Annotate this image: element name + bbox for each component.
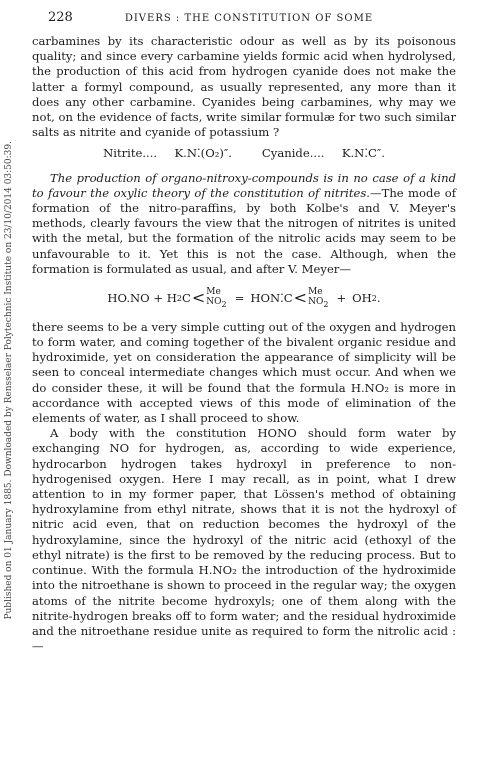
publication-note: Published on 01 January 1885. Downloaded by Rensselaer Polytechnic Institute on 23/10/2014 03:50:39.	[4, 140, 14, 620]
nitrolic-acid-equation	[32, 287, 456, 310]
substituent-stack-1	[206, 287, 226, 310]
eq-right-sub: 2	[371, 293, 377, 303]
section-heading: The production of organo-nitroxy-compounds is in no case of a kind to favour the oxylic theory of the constitution of nitrites.	[32, 170, 456, 200]
stack1-top: Me	[206, 287, 221, 298]
stack2-bottom-sub: 2	[323, 299, 329, 309]
stack2-top: Me	[308, 287, 323, 298]
cyanide-formula-group	[262, 146, 385, 161]
nitrite-cyanide-formulae	[32, 146, 456, 161]
page-header	[48, 10, 456, 34]
eq-end: .	[376, 290, 381, 305]
paragraph-water-elimination: there seems to be a very simple cutting out of the oxygen and hydrogen to form water, and coming together of the bivalent organic residue and hydroximide, yet on consideration the appearance of simplicity will be seen to conceal intermediate changes which must occur. And when we do consider these, it will be found that the formula H.NO₂ is more in accordance with accepted views of this mode of elimination of the elements of water, as I shall proceed to show.	[32, 319, 456, 426]
paragraph-carbamines: carbamines by its characteristic odour as well as by its poisonous quality; and since every carbamine yields formic acid when hydrolysed, the production of this acid from hydrogen cyanide does not make the latter a formyl compound, as usually represented, any more than it does any other carbamine. Cyanides being carbamines, why may we not, on the evidence of facts, write similar formulæ for two such similar salts as nitrite and cyanide of potassium ?	[32, 34, 456, 140]
stack1-bottom: NO	[206, 297, 222, 308]
nitrite-formula-group	[103, 146, 232, 161]
nitrite-label: Nitrite....	[103, 146, 158, 161]
section-body: —The mode of formation of the nitro-paraffins, by both Kolbe's and V. Meyer's methods, clearly favours the view that the nitrogen of nitrites is united with the metal, but the formation of the nitrolic acids may seem to be unfavourable to it. Yet this is not the case. Although, when the formation is formulated as usual, and after V. Meyer—	[32, 185, 456, 276]
running-title: DIVERS : THE CONSTITUTION OF SOME	[124, 13, 374, 24]
eq-equals: =	[234, 290, 245, 305]
eq-carbon-1: C	[181, 290, 191, 305]
stack1-bottom-sub: 2	[221, 299, 227, 309]
section-organo-nitroxy	[32, 171, 456, 277]
nitrite-formula: K.N⁚(O₂)″.	[174, 146, 232, 161]
bond-fork-2: <	[293, 288, 308, 308]
stack2-bottom: NO	[308, 297, 324, 308]
eq-mid: HON⁚C	[250, 290, 293, 305]
eq-left-sub: 2	[176, 293, 182, 303]
bond-fork-1: <	[191, 288, 206, 308]
paragraph-hono-body: A body with the constitution HONO should form water by exchanging NO for hydrogen, as, according to wide experience, hydrocarbon hydrogen takes hydroxyl in preference to non-hydrogenised oxygen. Here I may recall, as in point, what I drew attention to in my former paper, that Lössen's method of obtaining hydroxylamine from ethyl nitrate, shows that it is not the hydroxyl of nitric acid even, that on reduction becomes the hydroxyl of the hydroxylamine, since the hydroxyl of the nitric acid (ethoxyl of the ethyl nitrate) is the first to be removed by the reducing process. But to continue. With the formula H.NO₂ the introduction of the hydroximide into the nitroethane is shown to proceed in the regular way; the oxygen atoms of the nitrite become hydroxyls; one of them along with the nitrite-hydrogen breaks off to form water; and the residual hydroximide and the nitroethane residue unite as required to form the nitrolic acid :—	[32, 426, 456, 654]
substituent-stack-2	[308, 287, 328, 310]
page-number: 228	[48, 10, 73, 25]
publication-watermark	[0, 40, 18, 720]
cyanide-label: Cyanide....	[261, 146, 325, 161]
eq-plus: +	[336, 290, 347, 305]
page-content	[32, 10, 456, 654]
eq-left: HO.NO + H	[107, 290, 177, 305]
cyanide-formula: K.N⁚C″.	[341, 146, 385, 161]
eq-right: OH	[352, 290, 372, 305]
